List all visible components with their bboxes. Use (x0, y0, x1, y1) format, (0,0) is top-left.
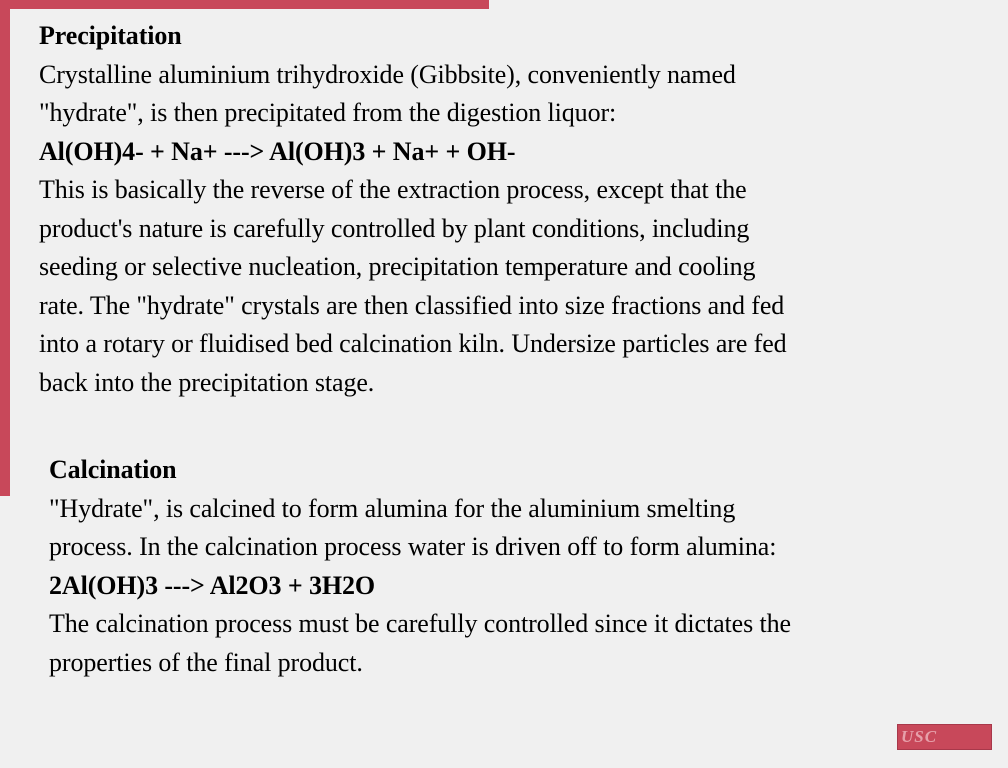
calcination-equation: 2Al(OH)3 ---> Al2O3 + 3H2O (49, 570, 376, 600)
calcination-section (49, 451, 989, 682)
precipitation-intro-line-1: Crystalline aluminium trihydroxide (Gibbsite), conveniently named (39, 59, 736, 89)
precipitation-intro-line-2: "hydrate", is then precipitated from the digestion liquor: (39, 98, 617, 127)
calcination-intro-line-2: process. In the calcination process water is driven off to form alumina: (49, 532, 777, 561)
left-accent-bar (0, 0, 10, 496)
precipitation-body-line-1: This is basically the reverse of the extraction process, except that the (39, 175, 747, 204)
usc-logo (897, 724, 992, 750)
precipitation-section (39, 17, 979, 402)
usc-logo-text: USC (901, 727, 938, 746)
precipitation-body-line-3: seeding or selective nucleation, precipitation temperature and cooling (39, 252, 756, 281)
calcination-intro-line-1: "Hydrate", is calcined to form alumina for the aluminium smelting (49, 493, 736, 523)
precipitation-body-line-2: product's nature is carefully controlled by plant conditions, including (39, 213, 750, 243)
top-accent-bar (0, 0, 489, 9)
precipitation-body-line-5: into a rotary or fluidised bed calcination kiln. Undersize particles are fed (39, 329, 787, 358)
precipitation-equation: Al(OH)4- + Na+ ---> Al(OH)3 + Na+ + OH- (39, 136, 516, 166)
precipitation-body-line-6: back into the precipitation stage. (39, 367, 375, 397)
calcination-body-line-1: The calcination process must be carefully controlled since it dictates the (49, 609, 791, 638)
calcination-body-line-2: properties of the final product. (49, 647, 363, 677)
calcination-heading: Calcination (49, 455, 177, 484)
precipitation-heading: Precipitation (39, 21, 182, 50)
precipitation-body-line-4: rate. The "hydrate" crystals are then classified into size fractions and fed (39, 290, 785, 320)
